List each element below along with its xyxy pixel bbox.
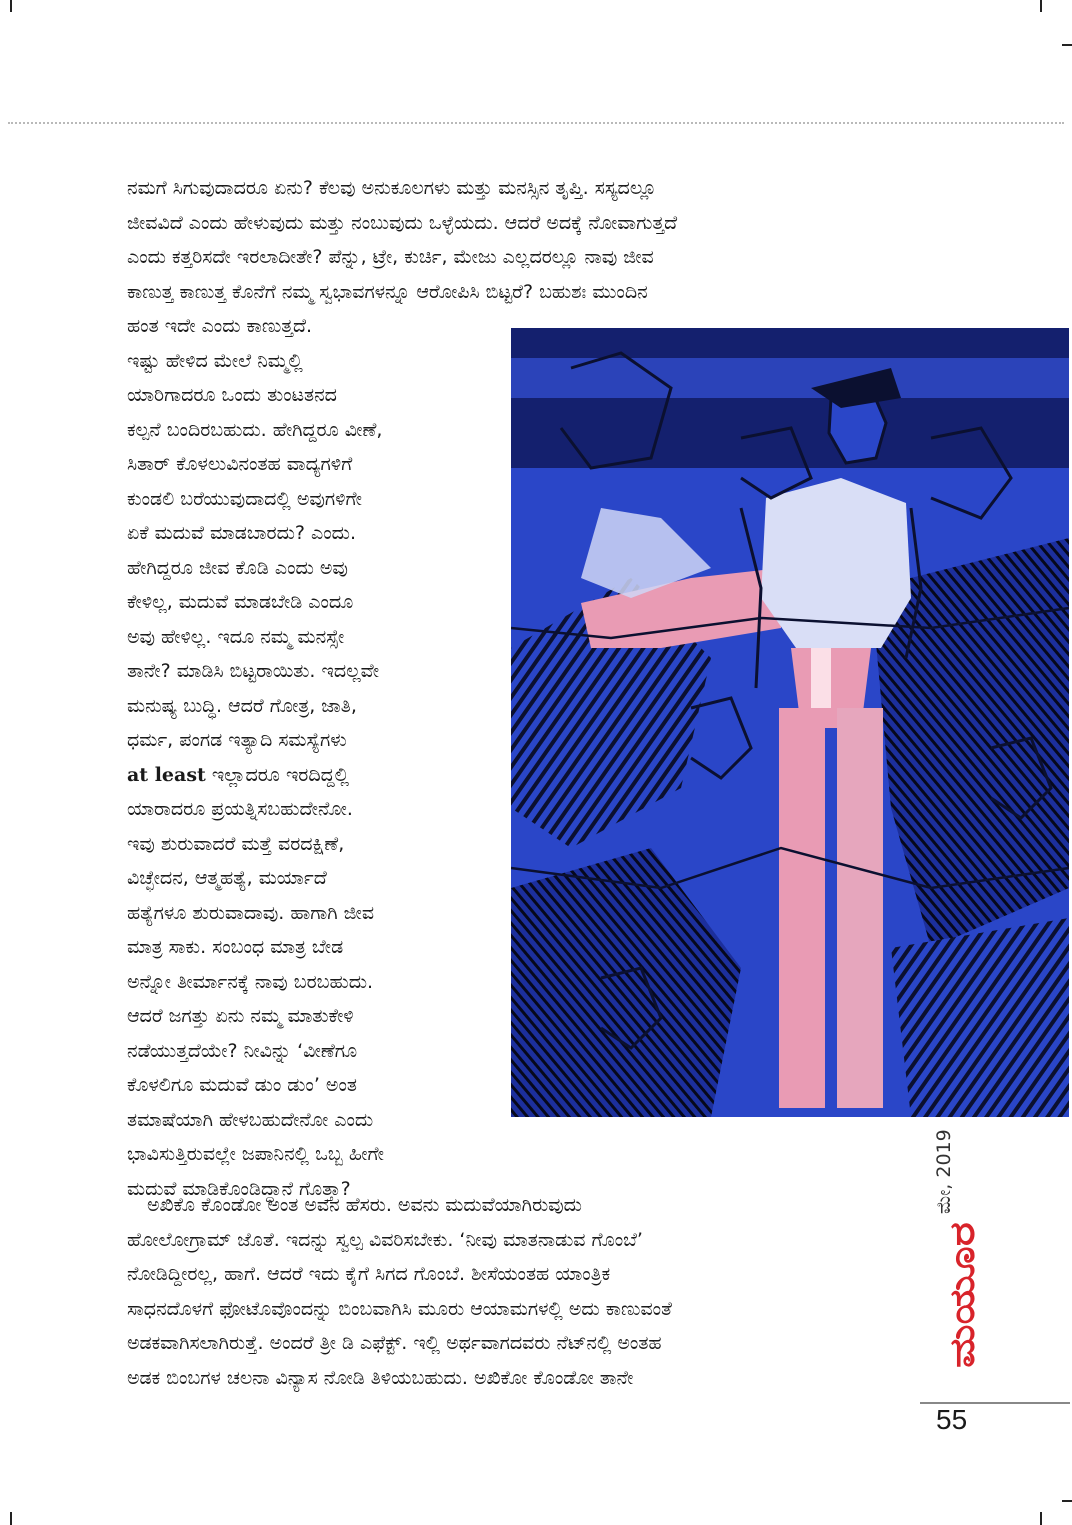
text-line: ಕೇಳಿಲ್ಲ, ಮದುವೆ ಮಾಡಬೇಡಿ ಎಂದೂ [127, 591, 354, 613]
article-illustration [511, 328, 1069, 1117]
crop-mark-right-lower [1062, 1500, 1072, 1502]
text-line: ಹಂತ ಇದೇ ಎಂದು ಕಾಣುತ್ತದೆ. [127, 315, 313, 337]
text-line: ಅಡಕವಾಗಿಸಲಾಗಿರುತ್ತೆ. ಅಂದರೆ ತ್ರೀ ಡಿ ಎಫೆಕ್ಟ್. ಇಲ್ಲಿ ಅರ್ಥವಾಗದವರು ನೆಟ್‌ನಲ್ಲಿ ಅಂತಹ [127, 1332, 662, 1354]
crop-mark-top-right [1040, 0, 1042, 12]
text-line: ಹೋಲೋಗ್ರಾಮ್ ಜೊತೆ. ಇದನ್ನು ಸ್ವಲ್ಪ ವಿವರಿಸಬೇಕು. ‘ನೀವು ಮಾತನಾಡುವ ಗೊಂಬೆ’ [127, 1228, 643, 1251]
text-line: ಕುಂಡಲಿ ಬರೆಯುವುದಾದಲ್ಲಿ ಅವುಗಳಿಗೇ [127, 487, 363, 510]
text-line: ಅವು ಹೇಳಿಲ್ಲ. ಇದೂ ನಮ್ಮ ಮನಸ್ಸೇ [127, 625, 345, 648]
issue-date: ಮೇ, 2019 [933, 1129, 955, 1214]
text-line: ಏಕೆ ಮದುವೆ ಮಾಡಬಾರದು? ಎಂದು. [127, 522, 357, 544]
text-line: ಸಾಧನದೊಳಗೆ ಫೋಟೊವೊಂದನ್ನು ಬಿಂಬವಾಗಿಸಿ ಮೂರು ಆಯಾಮಗಳಲ್ಲಿ ಅದು ಕಾಣುವಂತೆ [127, 1297, 672, 1320]
magazine-logo-mark [938, 1218, 982, 1368]
text-line: ನಡೆಯುತ್ತದೆಯೇ? ನೀವಿನ್ನು ‘ವೀಣೆಗೂ [127, 1039, 358, 1062]
crowd-shadow-bottom-right [891, 918, 1069, 1117]
text-line: ಮಾತ್ರ ಸಾಕು. ಸಂಬಂಧ ಮಾತ್ರ ಬೇಡ [127, 936, 344, 958]
text-line: ತಾನೇ? ಮಾಡಿಸಿ ಬಿಟ್ಟರಾಯಿತು. ಇದಲ್ಲವೇ [127, 660, 380, 682]
english-phrase: at least [127, 763, 206, 786]
text-line: ತಮಾಷೆಯಾಗಿ ಹೇಳಬಹುದೇನೋ ಎಂದು [127, 1108, 374, 1131]
figure-leg-left [779, 708, 825, 1108]
text-line: ಸಿತಾರ್ ಕೊಳಲುವಿನಂತಹ ವಾದ್ಯಗಳಿಗೆ [127, 453, 353, 475]
magazine-name: ಮಯೂರ [943, 1259, 982, 1368]
magazine-logo [938, 1218, 986, 1368]
text-line: ನಮಗೆ ಸಿಗುವುದಾದರೂ ಏನು? ಕೆಲವು ಅನುಕೂಲಗಳು ಮತ್ತು ಮನಸ್ಸಿನ ತೃಪ್ತಿ. ಸಸ್ಯದಲ್ಲೂ [127, 177, 657, 199]
text-line: ಕಾಣುತ್ತ ಕಾಣುತ್ತ ಕೊನೆಗೆ ನಮ್ಮ ಸ್ವಭಾವಗಳನ್ನೂ ಆರೋಪಿಸಿ ಬಿಟ್ಟರೆ? ಬಹುಶಃ ಮುಂದಿನ [127, 280, 648, 303]
page-number: 55 [936, 1404, 968, 1435]
dotted-header-rule [8, 122, 1064, 124]
text-line: ನೋಡಿದ್ದೀರಲ್ಲ, ಹಾಗೆ. ಆದರೆ ಇದು ಕೈಗೆ ಸಿಗದ ಗೊಂಬೆ. ಶೀಸೆಯಂತಹ ಯಾಂತ್ರಿಕ [127, 1263, 611, 1285]
text-line-rest: ಇಲ್ಲಾದರೂ ಇರದಿದ್ದಲ್ಲಿ [205, 763, 349, 786]
article-closing-paragraph [127, 1188, 672, 1395]
text-line: ವಿಚ್ಛೇದನ, ಆತ್ಮಹತ್ಯೆ, ಮರ್ಯಾದೆ [127, 867, 327, 889]
text-line: ಹತ್ಯೆಗಳೂ ಶುರುವಾದಾವು. ಹಾಗಾಗಿ ಜೀವ [127, 901, 375, 924]
text-line: ಯಾರಾದರೂ ಪ್ರಯತ್ನಿಸಬಹುದೇನೋ. [127, 798, 353, 820]
crop-mark-top-left [10, 0, 12, 12]
crop-mark-right-upper [1062, 44, 1072, 46]
text-line: ಅನ್ನೋ ತೀರ್ಮಾನಕ್ಕೆ ನಾವು ಬರಬಹುದು. [127, 970, 374, 993]
text-line: ಭಾವಿಸುತ್ತಿರುವಲ್ಲೇ ಜಪಾನಿನಲ್ಲಿ ಒಬ್ಬ ಹೀಗೇ [127, 1143, 384, 1165]
text-line: ಇಷ್ಟು ಹೇಳಿದ ಮೇಲೆ ನಿಮ್ಮಲ್ಲಿ [127, 349, 303, 372]
text-line: ಮನುಷ್ಯ ಬುದ್ಧಿ. ಆದರೆ ಗೋತ್ರ, ಜಾತಿ, [127, 694, 357, 717]
article-left-column [127, 309, 384, 1206]
illustration-artwork [511, 328, 1069, 1117]
text-line: ಇವು ಶುರುವಾದರೆ ಮತ್ತೆ ವರದಕ್ಷಿಣೆ, [127, 832, 345, 855]
text-line [127, 758, 384, 793]
text-line: ಜೀವವಿದೆ ಎಂದು ಹೇಳುವುದು ಮತ್ತು ನಂಬುವುದು ಒಳ್ಳೆಯದು. ಆದರೆ ಅದಕ್ಕೆ ನೋವಾಗುತ್ತದೆ [127, 211, 678, 234]
text-line: ಆದರೆ ಜಗತ್ತು ಏನು ನಮ್ಮ ಮಾತುಕೇಳಿ [127, 1005, 354, 1027]
text-line: ಅಖಿಕೊ ಕೊಂಡೋ ಅಂತ ಅವನ ಹೆಸರು. ಅವನು ಮದುವೆಯಾಗಿರುವುದು [147, 1194, 582, 1216]
text-line: ಮದುವೆ ಮಾಡಿಕೊಂಡಿದ್ದಾನೆ ಗೊತ್ತಾ? [127, 1177, 351, 1200]
article-intro-paragraph [127, 171, 677, 309]
figure-leg-right [837, 708, 883, 1108]
text-line: ಅಡಕ ಬಿಂಬಗಳ ಚಲನಾ ವಿನ್ಯಾಸ ನೋಡಿ ತಿಳಿಯಬಹುದು. ಅಖಿಕೋ ಕೊಂಡೋ ತಾನೇ [127, 1366, 634, 1389]
text-line: ಕೊಳಲಿಗೂ ಮದುವೆ ಡುಂ ಡುಂ’ ಅಂತ [127, 1074, 357, 1096]
crop-mark-bottom-right [1040, 1512, 1042, 1525]
text-line: ಕಲ್ಪನೆ ಬಂದಿರಬಹುದು. ಹೇಗಿದ್ದರೂ ವೀಣೆ, [127, 418, 383, 441]
text-line: ಹೇಗಿದ್ದರೂ ಜೀವ ಕೊಡಿ ಎಂದು ಅವು [127, 556, 348, 579]
crop-mark-bottom-left [10, 1512, 12, 1525]
text-line: ಯಾರಿಗಾದರೂ ಒಂದು ತುಂಟತನದ [127, 384, 337, 406]
text-line: ಧರ್ಮ, ಪಂಗಡ ಇತ್ಯಾದಿ ಸಮಸ್ಯೆಗಳು [127, 729, 347, 751]
text-line: ಎಂದು ಕತ್ತರಿಸದೇ ಇರಲಾದೀತೇ? ಪೆನ್ನು, ಟ್ರೇ, ಕುರ್ಚಿ, ಮೇಜು ಎಲ್ಲದರಲ್ಲೂ ನಾವು ಜೀವ [127, 246, 654, 268]
